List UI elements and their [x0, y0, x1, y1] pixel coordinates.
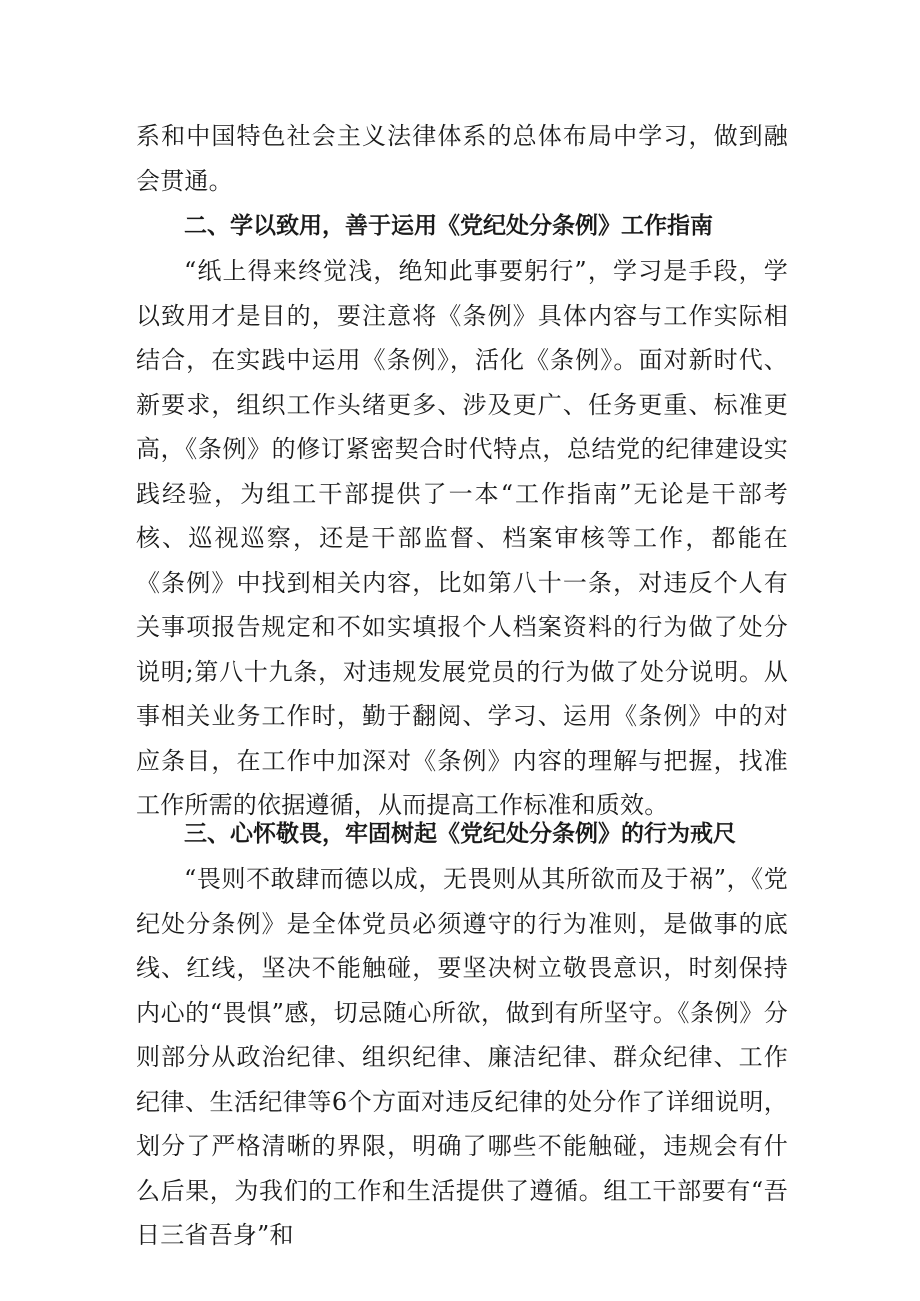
section-heading-3: 三、心怀敬畏，牢固树起《党纪处分条例》的行为戒尺 [184, 821, 736, 847]
paragraph-section-2: “纸上得来终觉浅，绝知此事要躬行”，学习是手段，学以致用才是目的，要注意将《条例》具体内容与工作实际相结合，在实践中运用《条例》，活化《条例》。面对新时代、新要求，组织工作头绪更多、涉及更广、任务更重、标准更高，《条例》的修订紧密契合时代特点，总结党的纪律建设实践经验，为组工干部提供了一本“工作指南”无论是干部考核、巡视巡察，还是干部监督、档案审核等工作，都能在《条例》中找到相关内容，比如第八十一条，对违反个人有关事项报告规定和不如实填报个人档案资料的行为做了处分说明;第八十九条，对违规发展党员的行为做了处分说明。从事相关业务工作时，勤于翻阅、学习、运用《条例》中的对应条目，在工作中加深对《条例》内容的理解与把握，找准工作所需的依据遵循，从而提高工作标准和质效。 [136, 257, 788, 819]
paragraph-intro-tail: 系和中国特色社会主义法律体系的总体布局中学习，做到融会贯通。 [136, 122, 788, 195]
paragraph-section-3: “畏则不敢肆而德以成，无畏则从其所欲而及于祸”，《党纪处分条例》是全体党员必须遵守的行为准则，是做事的底线、红线，坚决不能触碰，要坚决树立敬畏意识，时刻保持内心的“畏惧”感，切忌随心所欲，做到有所坚守。《条例》分则部分从政治纪律、组织纪律、廉洁纪律、群众纪律、工作纪律、生活纪律等6个方面对违反纪律的处分作了详细说明，划分了严格清晰的界限，明确了哪些不能触碰，违规会有什么后果，为我们的工作和生活提供了遵循。组工干部要有“吾日三省吾身”和 [136, 865, 788, 1249]
section-heading-2: 二、学以致用，善于运用《党纪处分条例》工作指南 [184, 213, 713, 239]
